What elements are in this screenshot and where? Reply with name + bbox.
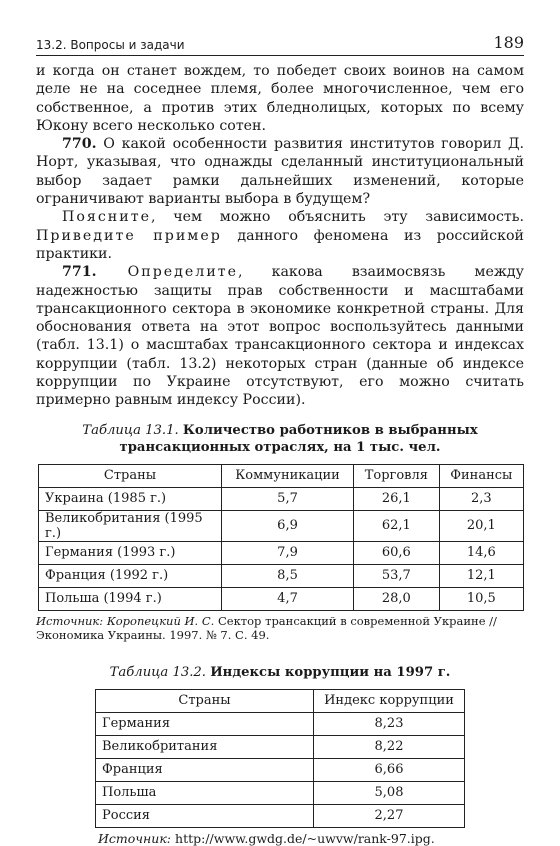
- column-header: Индекс коррупции: [314, 689, 465, 712]
- cell-value: 28,0: [354, 587, 440, 610]
- table-row: [96, 735, 465, 758]
- cell-value: 14,6: [439, 541, 523, 564]
- cell-country: Великобритания: [96, 735, 314, 758]
- table-row: [39, 541, 524, 564]
- cell-value: 2,27: [314, 804, 465, 827]
- table-header-row: [96, 689, 465, 712]
- column-header: Коммуникации: [222, 464, 354, 487]
- table1-label: Таблица 13.1.: [82, 422, 179, 438]
- table-row: [96, 758, 465, 781]
- cell-value: 26,1: [354, 487, 440, 510]
- table-row: [96, 781, 465, 804]
- cell-value: 6,66: [314, 758, 465, 781]
- cell-value: 8,23: [314, 712, 465, 735]
- table2-source: [36, 831, 524, 846]
- cell-value: 62,1: [354, 510, 440, 541]
- body-text: [36, 62, 524, 410]
- task-text: , чем можно объяснить эту зависимость.: [150, 209, 524, 226]
- cell-value: 10,5: [439, 587, 523, 610]
- page: [36, 30, 524, 846]
- cell-country: Польша (1994 г.): [39, 587, 222, 610]
- running-header: [36, 30, 524, 56]
- column-header: Страны: [39, 464, 222, 487]
- task-explain: [36, 208, 524, 263]
- table-header-row: [39, 464, 524, 487]
- table-workers: [38, 464, 524, 611]
- cell-value: 5,7: [222, 487, 354, 510]
- question-text: , какова взаимосвязь между надежностью защиты прав собственности и масштабами трансакционного сектора в экономике конкретной страны. Для обоснования ответа на этот вопрос воспользуйтесь данными (табл. 13.1) о масштабах трансакционного сектора и индексах коррупции (табл. 13.2) некоторых стран (данные об индексе коррупции по Украине отсутствуют, его можно считать примерно равным индексу России).: [36, 264, 524, 409]
- column-header: Страны: [96, 689, 314, 712]
- cell-value: 5,08: [314, 781, 465, 804]
- source-text: Сектор трансакций в современной Украине // Экономика Украины. 1997. № 7. С. 49.: [36, 613, 497, 642]
- source-label: Источник:: [36, 613, 104, 628]
- cell-country: Франция (1992 г.): [39, 564, 222, 587]
- cell-value: 6,9: [222, 510, 354, 541]
- source-url: http://www.gwdg.de/~uwvw/rank-97.ipg.: [175, 830, 435, 846]
- paragraph-continuation: и когда он станет вождем, то победет своих воинов на самом деле не на соседнее племя, более многочисленное, чем его собственное, а против этих бледнолицых, которых по всему Юкону всего несколько сотен.: [36, 63, 524, 134]
- table1-caption: [36, 422, 524, 456]
- cell-value: 7,9: [222, 541, 354, 564]
- cell-country: Германия: [96, 712, 314, 735]
- cell-value: 60,6: [354, 541, 440, 564]
- source-label: Источник:: [98, 830, 172, 846]
- cell-country: Великобритания (1995 г.): [39, 510, 222, 541]
- spaced-word: Определите: [96, 264, 239, 281]
- question-771: [36, 263, 524, 409]
- table-row: [39, 587, 524, 610]
- source-author: Коропецкий И. С.: [106, 613, 215, 628]
- spaced-word: Приведите пример: [36, 227, 222, 244]
- table2-title: Индексы коррупции на 1997 г.: [210, 664, 451, 680]
- table-row: [39, 487, 524, 510]
- table-corruption: [95, 689, 465, 828]
- cell-country: Польша: [96, 781, 314, 804]
- cell-value: 8,22: [314, 735, 465, 758]
- cell-value: 12,1: [439, 564, 523, 587]
- table2-caption: [36, 664, 524, 681]
- section-title: 13.2. Вопросы и задачи: [36, 38, 185, 52]
- question-770: [36, 135, 524, 208]
- table-row: [39, 510, 524, 541]
- column-header: Торговля: [354, 464, 440, 487]
- table2-label: Таблица 13.2.: [109, 664, 207, 680]
- cell-value: 53,7: [354, 564, 440, 587]
- page-number: 189: [493, 33, 524, 52]
- cell-country: Франция: [96, 758, 314, 781]
- table-row: [39, 564, 524, 587]
- question-text: О какой особенности развития институтов говорил Д. Норт, указывая, что однажды сделанный институциональный выбор задает рамки дальнейших изменений, которые ограничивают варианты выбора в будущем?: [36, 136, 524, 208]
- table-row: [96, 712, 465, 735]
- cell-country: Германия (1993 г.): [39, 541, 222, 564]
- task-text: данного феномена из российской практики.: [36, 227, 524, 262]
- cell-value: 2,3: [439, 487, 523, 510]
- cell-country: Россия: [96, 804, 314, 827]
- table1-source: [36, 614, 524, 642]
- table-row: [96, 804, 465, 827]
- spaced-word: Поясните: [62, 209, 151, 226]
- cell-value: 20,1: [439, 510, 523, 541]
- table1-title: Количество работников в выбранных трансакционных отраслях, на 1 тыс. чел.: [119, 422, 478, 455]
- cell-value: 4,7: [222, 587, 354, 610]
- cell-country: Украина (1985 г.): [39, 487, 222, 510]
- cell-value: 8,5: [222, 564, 354, 587]
- question-number: 771.: [62, 264, 97, 281]
- question-number: 770.: [62, 136, 97, 153]
- column-header: Финансы: [439, 464, 523, 487]
